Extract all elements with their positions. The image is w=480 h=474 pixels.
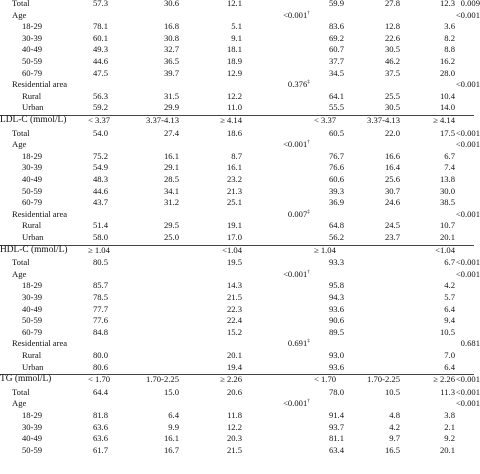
column-header: 1.70-2.25 bbox=[146, 374, 179, 385]
table-row bbox=[0, 292, 474, 304]
table-cell: 22.0 bbox=[384, 127, 400, 138]
table-cell: 81.8 bbox=[92, 410, 108, 420]
table-cell: 91.4 bbox=[328, 410, 344, 420]
table-row bbox=[0, 220, 474, 232]
row-label: 18-29 bbox=[22, 280, 43, 291]
table-cell: 24.6 bbox=[384, 197, 400, 208]
table-cell: 15.0 bbox=[163, 386, 179, 397]
table-cell: 20.6 bbox=[226, 386, 242, 397]
table-cell: 78.0 bbox=[328, 386, 344, 397]
table-cell: 16.7 bbox=[163, 444, 179, 455]
table-cell: 48.3 bbox=[92, 174, 108, 184]
table-cell: 25.1 bbox=[226, 197, 242, 208]
table-cell: 28.5 bbox=[163, 174, 179, 184]
table-cell: 39.7 bbox=[163, 67, 179, 78]
table-row bbox=[0, 338, 480, 350]
table-row bbox=[0, 304, 474, 316]
table-cell: 9.7 bbox=[389, 433, 400, 444]
footnote-mark: † bbox=[307, 9, 310, 16]
row-label: 60-79 bbox=[22, 67, 43, 78]
table-cell: 9.2 bbox=[444, 433, 455, 444]
table-row bbox=[0, 79, 480, 91]
table-row bbox=[0, 433, 474, 445]
table-cell: 22.4 bbox=[226, 315, 242, 326]
table-cell: 80.0 bbox=[92, 350, 108, 360]
table-cell: 25.6 bbox=[384, 174, 400, 184]
table-cell: 44.6 bbox=[92, 185, 108, 196]
table-cell: 18.6 bbox=[226, 127, 242, 138]
table-cell: 7.4 bbox=[444, 162, 455, 173]
table-cell: 39.3 bbox=[328, 185, 344, 196]
table-cell: 16.1 bbox=[163, 150, 179, 161]
table-row bbox=[0, 422, 474, 434]
table-cell: 31.5 bbox=[163, 90, 179, 101]
table-cell: 55.5 bbox=[328, 102, 344, 113]
table-cell: 25.0 bbox=[163, 232, 179, 242]
table-cell: 10.5 bbox=[439, 326, 455, 337]
table-cell: 29.9 bbox=[163, 102, 179, 113]
column-header: ≥ 4.14 bbox=[220, 115, 242, 125]
section-header-row bbox=[0, 245, 474, 257]
row-label: Rural bbox=[22, 90, 42, 101]
table-row bbox=[0, 327, 474, 339]
table-cell: 4.8 bbox=[389, 410, 400, 420]
table-cell: 30.8 bbox=[163, 32, 179, 43]
column-header: <0.001 bbox=[455, 374, 480, 385]
table-cell: 13.8 bbox=[439, 174, 455, 184]
p-value: 0.009 bbox=[460, 0, 480, 8]
table-cell: 9.4 bbox=[444, 315, 455, 326]
table-row bbox=[0, 162, 474, 174]
table-cell: 30.5 bbox=[384, 102, 400, 113]
table-cell: 12.9 bbox=[226, 67, 242, 78]
table-cell: 2.1 bbox=[444, 421, 455, 432]
table-cell: 12.1 bbox=[226, 0, 242, 8]
p-value: <0.001 bbox=[455, 398, 480, 409]
table-cell: 10.4 bbox=[439, 90, 455, 101]
table-row bbox=[0, 139, 480, 151]
table-row bbox=[0, 268, 480, 281]
footnote-mark: ‡ bbox=[307, 208, 310, 215]
row-label: Rural bbox=[22, 220, 42, 231]
table-cell: 16.5 bbox=[384, 444, 400, 455]
table-cell: 6.7 bbox=[444, 150, 455, 161]
table-cell: 20.3 bbox=[226, 433, 242, 444]
p-value: <0.001 bbox=[455, 386, 480, 397]
table-cell: 16.4 bbox=[384, 162, 400, 173]
p-value: <0.001 bbox=[455, 79, 480, 90]
table-cell: 51.4 bbox=[92, 220, 108, 231]
table-row bbox=[0, 9, 480, 22]
table-cell: 8.2 bbox=[444, 32, 455, 43]
column-header: 1.70-2.25 bbox=[367, 374, 400, 385]
table-cell: 57.3 bbox=[92, 0, 108, 8]
table-cell: 78.1 bbox=[92, 21, 108, 32]
table-cell: 63.6 bbox=[92, 433, 108, 444]
table-cell: 3.8 bbox=[444, 410, 455, 420]
table-cell: 17.0 bbox=[226, 232, 242, 242]
row-label: Residential area bbox=[12, 208, 68, 219]
column-header: < 3.37 bbox=[314, 115, 337, 125]
table-cell: 30.7 bbox=[384, 185, 400, 196]
table-cell: 25.5 bbox=[384, 90, 400, 101]
column-header: < 3.37 bbox=[88, 115, 111, 125]
column-header: 3.37-4.13 bbox=[367, 115, 400, 125]
table-cell: 6.4 bbox=[444, 361, 455, 372]
table-cell: 14.3 bbox=[226, 280, 242, 291]
table-cell: 93.6 bbox=[328, 361, 344, 372]
p-value: 0.007‡ bbox=[287, 208, 310, 219]
column-header: <1.04 bbox=[435, 244, 455, 255]
table-cell: 59.2 bbox=[92, 102, 108, 113]
table-cell: 27.4 bbox=[163, 127, 179, 138]
row-label: Total bbox=[12, 386, 30, 397]
row-label: Residential area bbox=[12, 79, 68, 90]
table-cell: 93.7 bbox=[328, 421, 344, 432]
footnote-mark: † bbox=[307, 398, 310, 405]
table-cell: 64.4 bbox=[92, 386, 108, 397]
table-cell: 63.4 bbox=[328, 444, 344, 455]
column-header: ≥ 4.14 bbox=[433, 115, 455, 125]
table-cell: 11.3 bbox=[440, 386, 455, 397]
row-label: Age bbox=[12, 139, 27, 150]
table-cell: 63.6 bbox=[92, 421, 108, 432]
table-cell: 20.1 bbox=[439, 444, 455, 455]
table-row bbox=[0, 127, 480, 140]
table-cell: 18.9 bbox=[226, 56, 242, 66]
table-cell: 95.8 bbox=[328, 280, 344, 291]
section-title: HDL-C (mmol/L) bbox=[0, 244, 68, 255]
table-row bbox=[0, 350, 474, 362]
table-cell: 4.2 bbox=[444, 280, 455, 291]
table-cell: 30.6 bbox=[163, 0, 179, 8]
table-cell: 18.1 bbox=[226, 44, 242, 55]
section-title: LDL-C (mmol/L) bbox=[0, 115, 67, 125]
row-label: Urban bbox=[22, 232, 44, 242]
row-label: Urban bbox=[22, 102, 44, 113]
table-cell: 58.0 bbox=[92, 232, 108, 242]
table-cell: 14.0 bbox=[439, 102, 455, 113]
row-label: Rural bbox=[22, 350, 42, 360]
row-label: Age bbox=[12, 398, 27, 409]
table-cell: 34.5 bbox=[328, 67, 344, 78]
table-cell: 49.3 bbox=[92, 44, 108, 55]
table-cell: 6.7 bbox=[444, 257, 455, 268]
table-cell: 80.6 bbox=[92, 361, 108, 372]
table-cell: 22.6 bbox=[384, 32, 400, 43]
table-cell: 60.1 bbox=[92, 32, 108, 43]
table-cell: 8.8 bbox=[444, 44, 455, 55]
p-value: 0.376‡ bbox=[287, 79, 310, 90]
table-cell: 21.5 bbox=[226, 444, 242, 455]
table-cell: 20.1 bbox=[226, 350, 242, 360]
footnote-mark: † bbox=[307, 268, 310, 275]
row-label: 30-39 bbox=[22, 32, 43, 43]
table-cell: 59.9 bbox=[328, 0, 344, 8]
table-cell: 6.4 bbox=[444, 303, 455, 314]
table-cell: 16.1 bbox=[163, 433, 179, 444]
table-cell: 27.8 bbox=[384, 0, 400, 8]
table-cell: 37.7 bbox=[328, 56, 344, 66]
row-label: 50-59 bbox=[22, 315, 43, 326]
column-header: <1.04 bbox=[222, 244, 242, 255]
table-cell: 30.0 bbox=[439, 185, 455, 196]
row-label: Urban bbox=[22, 361, 44, 372]
table-cell: 90.6 bbox=[328, 315, 344, 326]
table-row bbox=[0, 44, 474, 56]
table-cell: 94.3 bbox=[328, 292, 344, 302]
row-label: 30-39 bbox=[22, 421, 43, 432]
table-cell: 31.2 bbox=[163, 197, 179, 208]
table-row bbox=[0, 33, 474, 45]
table-row bbox=[0, 0, 480, 10]
table-cell: 46.2 bbox=[384, 56, 400, 66]
table-cell: 24.5 bbox=[384, 220, 400, 231]
row-label: Age bbox=[12, 268, 27, 279]
table-cell: 60.7 bbox=[328, 44, 344, 55]
table-cell: 77.6 bbox=[92, 315, 108, 326]
p-value: <0.001† bbox=[283, 268, 310, 279]
table-cell: 9.1 bbox=[231, 32, 242, 43]
table-row bbox=[0, 197, 474, 209]
table-cell: 60.5 bbox=[328, 127, 344, 138]
table-cell: 16.1 bbox=[226, 162, 242, 173]
row-label: 50-59 bbox=[22, 56, 43, 66]
table-cell: 4.2 bbox=[389, 421, 400, 432]
row-label: Residential area bbox=[12, 338, 68, 349]
table-row bbox=[0, 68, 474, 80]
row-label: 40-49 bbox=[22, 303, 43, 314]
table-cell: 9.9 bbox=[168, 421, 179, 432]
row-label: 60-79 bbox=[22, 326, 43, 337]
table-cell: 80.5 bbox=[92, 257, 108, 268]
table-cell: 44.6 bbox=[92, 56, 108, 66]
p-value: <0.001 bbox=[455, 9, 480, 20]
table-cell: 12.3 bbox=[439, 0, 455, 8]
row-label: 40-49 bbox=[22, 174, 43, 184]
table-cell: 5.7 bbox=[444, 292, 455, 302]
table-cell: 76.7 bbox=[328, 150, 344, 161]
row-label: 18-29 bbox=[22, 410, 43, 420]
row-label: 60-79 bbox=[22, 197, 43, 208]
table-cell: 5.1 bbox=[231, 21, 242, 32]
table-row bbox=[0, 151, 474, 163]
table-cell: 37.5 bbox=[384, 67, 400, 78]
table-row bbox=[0, 410, 474, 422]
table-cell: 10.5 bbox=[384, 386, 400, 397]
row-label: Age bbox=[12, 9, 27, 20]
table-row bbox=[0, 208, 480, 221]
table-cell: 32.7 bbox=[163, 44, 179, 55]
table-cell: 3.6 bbox=[444, 21, 455, 32]
p-value: <0.001 bbox=[455, 268, 480, 279]
table-row bbox=[0, 280, 474, 292]
p-value: <0.001† bbox=[283, 139, 310, 150]
row-label: 40-49 bbox=[22, 433, 43, 444]
table-row bbox=[0, 386, 480, 399]
row-label: Total bbox=[12, 0, 30, 8]
row-label: 30-39 bbox=[22, 162, 43, 173]
table-cell: 22.3 bbox=[226, 303, 242, 314]
table-cell: 56.3 bbox=[92, 90, 108, 101]
footnote-mark: ‡ bbox=[307, 338, 310, 345]
table-cell: 64.1 bbox=[328, 90, 344, 101]
table-cell: 19.4 bbox=[226, 361, 242, 372]
table-cell: 30.5 bbox=[384, 44, 400, 55]
table-cell: 19.5 bbox=[226, 257, 242, 268]
table-cell: 54.9 bbox=[92, 162, 108, 173]
table-cell: 77.7 bbox=[92, 303, 108, 314]
row-label: Total bbox=[12, 257, 30, 268]
table-row bbox=[0, 362, 474, 374]
table-cell: 84.8 bbox=[92, 326, 108, 337]
table-cell: 6.4 bbox=[168, 410, 179, 420]
section-title: TG (mmol/L) bbox=[0, 374, 52, 385]
table-cell: 85.7 bbox=[92, 280, 108, 291]
p-value: <0.001 bbox=[455, 139, 480, 150]
row-label: 50-59 bbox=[22, 185, 43, 196]
table-row bbox=[0, 398, 480, 410]
table-cell: 34.1 bbox=[163, 185, 179, 196]
table-cell: 23.7 bbox=[384, 232, 400, 242]
table-cell: 60.6 bbox=[328, 174, 344, 184]
table-cell: 15.2 bbox=[226, 326, 242, 337]
table-cell: 93.3 bbox=[328, 257, 344, 268]
table-row bbox=[0, 91, 474, 103]
column-header: ≥ 1.04 bbox=[314, 244, 336, 255]
table-row bbox=[0, 174, 474, 186]
table-cell: 89.5 bbox=[328, 326, 344, 337]
table-cell: 16.8 bbox=[163, 21, 179, 32]
p-value: 0.691‡ bbox=[287, 338, 310, 349]
p-value: <0.001† bbox=[283, 9, 310, 20]
table-cell: 64.8 bbox=[328, 220, 344, 231]
table-cell: 61.7 bbox=[92, 444, 108, 455]
table-cell: 69.2 bbox=[328, 32, 344, 43]
table-row bbox=[0, 315, 474, 327]
table-cell: 83.6 bbox=[328, 21, 344, 32]
table-row bbox=[0, 232, 474, 244]
column-header: < 1.70 bbox=[314, 374, 337, 385]
table-cell: 75.2 bbox=[92, 150, 108, 161]
table-cell: 29.1 bbox=[163, 162, 179, 173]
p-value: <0.001† bbox=[283, 398, 310, 409]
table-cell: 29.5 bbox=[163, 220, 179, 231]
table-cell: 10.7 bbox=[439, 220, 455, 231]
table-cell: 36.5 bbox=[163, 56, 179, 66]
section-header-row bbox=[0, 374, 480, 386]
table-cell: 12.8 bbox=[384, 21, 400, 32]
p-value: <0.001 bbox=[455, 127, 480, 138]
row-label: 18-29 bbox=[22, 150, 43, 161]
p-value: <0.001 bbox=[455, 257, 480, 268]
table-cell: 38.5 bbox=[439, 197, 455, 208]
p-value: 0.681 bbox=[460, 338, 480, 349]
table-cell: 21.5 bbox=[226, 292, 242, 302]
table-cell: 54.0 bbox=[92, 127, 108, 138]
table-cell: 11.8 bbox=[227, 410, 242, 420]
table-cell: 76.6 bbox=[328, 162, 344, 173]
table-row bbox=[0, 21, 474, 33]
table-cell: 17.5 bbox=[439, 127, 455, 138]
footnote-mark: † bbox=[307, 139, 310, 146]
table-cell: 20.1 bbox=[439, 232, 455, 242]
table-cell: 16.6 bbox=[384, 150, 400, 161]
section-header-row bbox=[0, 115, 474, 127]
row-label: 40-49 bbox=[22, 44, 43, 55]
footnote-mark: ‡ bbox=[307, 79, 310, 86]
table-cell: 93.0 bbox=[328, 350, 344, 360]
table-cell: 16.2 bbox=[439, 56, 455, 66]
table-cell: 81.1 bbox=[328, 433, 344, 444]
table-row bbox=[0, 102, 474, 114]
row-label: 18-29 bbox=[22, 21, 43, 32]
table-cell: 8.7 bbox=[231, 150, 242, 161]
column-header: 3.37-4.13 bbox=[146, 115, 179, 125]
table-cell: 23.2 bbox=[226, 174, 242, 184]
table-cell: 19.1 bbox=[226, 220, 242, 231]
table-row bbox=[0, 56, 474, 68]
table-cell: 93.6 bbox=[328, 303, 344, 314]
table-cell: 78.5 bbox=[92, 292, 108, 302]
table-cell: 47.5 bbox=[92, 67, 108, 78]
table-cell: 11.0 bbox=[227, 102, 242, 113]
row-label: Total bbox=[12, 127, 30, 138]
table-row bbox=[0, 445, 474, 457]
column-header: ≥ 2.26 bbox=[433, 374, 455, 385]
column-header: ≥ 1.04 bbox=[88, 244, 110, 255]
table-cell: 36.9 bbox=[328, 197, 344, 208]
table-row bbox=[0, 186, 474, 198]
table-cell: 12.2 bbox=[226, 421, 242, 432]
table-cell: 43.7 bbox=[92, 197, 108, 208]
row-label: 50-59 bbox=[22, 444, 43, 455]
table-row bbox=[0, 257, 480, 269]
table-cell: 21.3 bbox=[226, 185, 242, 196]
column-header: ≥ 2.26 bbox=[220, 374, 242, 385]
column-header: < 1.70 bbox=[88, 374, 111, 385]
p-value: <0.001 bbox=[455, 208, 480, 219]
row-label: 30-39 bbox=[22, 292, 43, 302]
table-cell: 56.2 bbox=[328, 232, 344, 242]
table-cell: 12.2 bbox=[226, 90, 242, 101]
table-cell: 28.0 bbox=[439, 67, 455, 78]
table-cell: 7.0 bbox=[444, 350, 455, 360]
